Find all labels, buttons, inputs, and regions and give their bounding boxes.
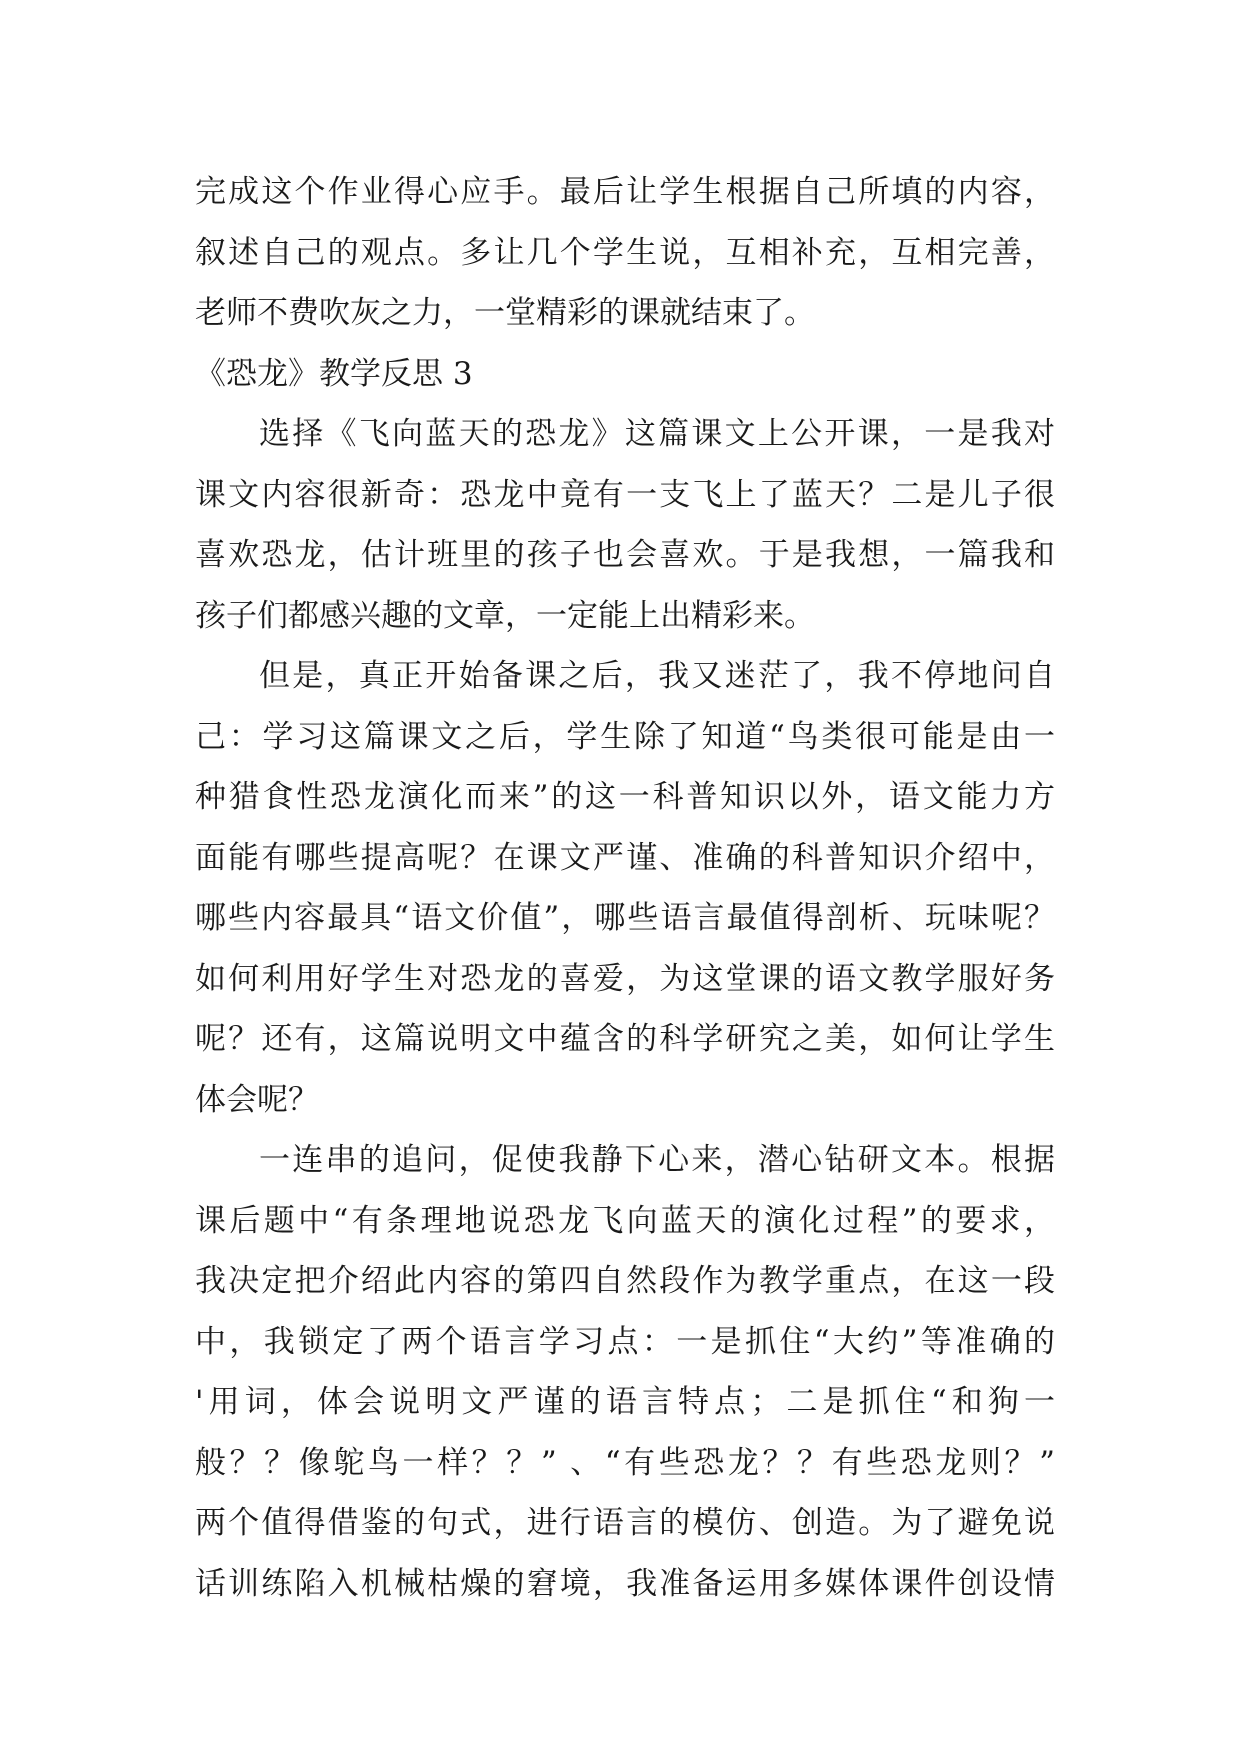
- text-line: 哪些内容最具“语文价值”，哪些语言最值得剖析、玩味呢？: [195, 900, 1055, 936]
- text-line: 喜欢恐龙，估计班里的孩子也会喜欢。于是我想，一篇我和: [195, 537, 1055, 573]
- text-line: 完成这个作业得心应手。最后让学生根据自己所填的内容，: [195, 174, 1055, 210]
- text-line: 选择《飞向蓝天的恐龙》这篇课文上公开课，一是我对: [259, 416, 1055, 452]
- text-line: 但是，真正开始备课之后，我又迷茫了，我不停地问自: [259, 658, 1055, 694]
- text-line: 中，我锁定了两个语言学习点：一是抓住“大约”等准确的: [195, 1323, 1055, 1360]
- text-line: 叙述自己的观点。多让几个学生说，互相补充，互相完善，: [195, 234, 1055, 271]
- text-line: 体会呢？: [195, 1081, 319, 1118]
- text-line: 面能有哪些提高呢？在课文严谨、准确的科普知识介绍中，: [195, 839, 1055, 876]
- text-line: 课文内容很新奇：恐龙中竟有一支飞上了蓝天？二是儿子很: [195, 476, 1055, 513]
- text-line: 课后题中“有条理地说恐龙飞向蓝天的演化过程”的要求，: [195, 1202, 1055, 1239]
- text-line: 呢？还有，这篇说明文中蕴含的科学研究之美，如何让学生: [195, 1021, 1055, 1057]
- text-line: 一连串的追问，促使我静下心来，潜心钻研文本。根据: [259, 1142, 1055, 1178]
- text-line: 老师不费吹灰之力，一堂精彩的课就结束了。: [195, 295, 815, 331]
- section-heading: 《恐龙》教学反思 3: [195, 355, 473, 392]
- text-line: 如何利用好学生对恐龙的喜爱，为这堂课的语文教学服好务: [195, 960, 1055, 997]
- text-line: 两个值得借鉴的句式，进行语言的模仿、创造。为了避免说: [195, 1505, 1055, 1541]
- text-line: '用词，体会说明文严谨的语言特点；二是抓住“和狗一: [195, 1384, 1055, 1420]
- text-line: 我决定把介绍此内容的第四自然段作为教学重点，在这一段: [195, 1263, 1055, 1299]
- document-body: [195, 162, 1055, 1614]
- text-line: 己：学习这篇课文之后，学生除了知道“鸟类很可能是由一: [195, 718, 1055, 755]
- text-line: 般？？像鸵鸟一样？？” 、“有些恐龙？？有些恐龙则？”: [195, 1444, 1055, 1481]
- text-line: 孩子们都感兴趣的文章，一定能上出精彩来。: [195, 597, 815, 634]
- text-line: 种猎食性恐龙演化而来”的这一科普知识以外，语文能力方: [195, 779, 1055, 815]
- text-line: 话训练陷入机械枯燥的窘境，我准备运用多媒体课件创设情: [195, 1565, 1055, 1602]
